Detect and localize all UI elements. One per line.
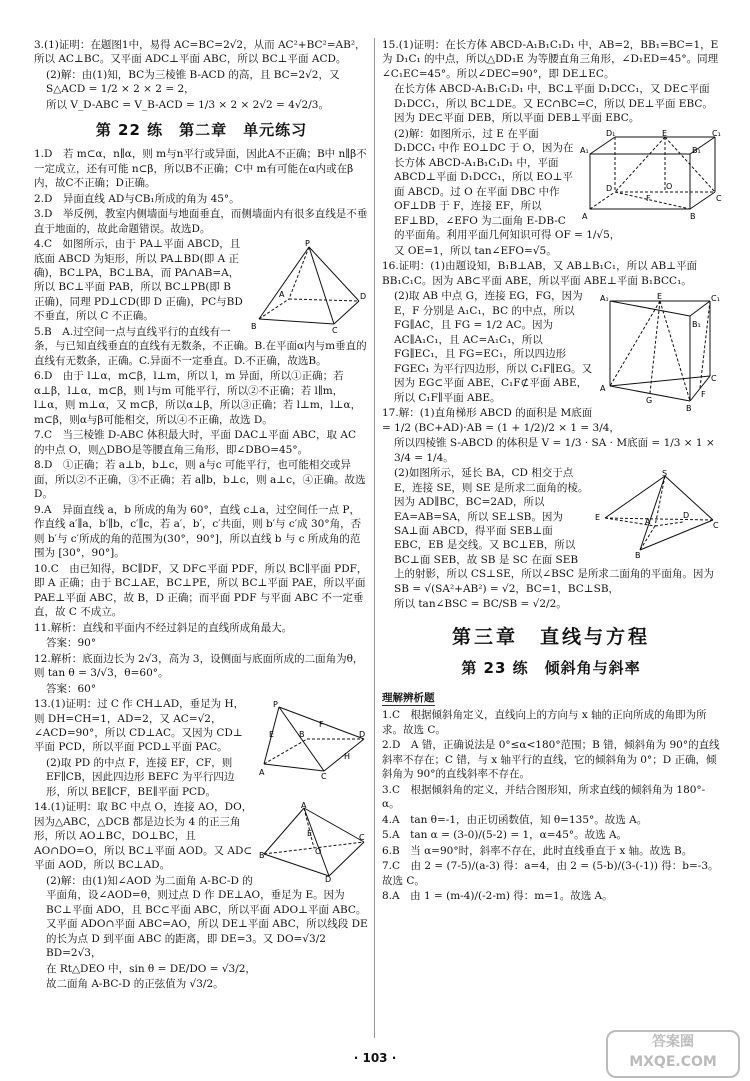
fig15-label-c1: C₁: [712, 128, 721, 138]
fig16-label-a1: A₁: [600, 294, 609, 304]
watermark-logo: 答案圈 MXQE.COM: [606, 1030, 740, 1078]
answer-15-part4: 又 OE=1，所以 tan∠EFO=√5。: [394, 244, 557, 257]
answer-14-part1: 14.(1)证明：取 BC 中点 O，连接 AO，DO，因为△ABC，△DCB 都是边长为 4 的正三角形，所以 AO⊥BC，DO⊥BC，且 AO∩DO=O，所以 BC⊥平面 AOD。又 AD⊂平面 AOD，所以 BC⊥AD。: [34, 801, 253, 872]
fig14-label-e: E: [307, 829, 313, 839]
fig13-label-a: A: [259, 768, 265, 778]
figure-cuboid-q15: [580, 129, 720, 224]
fig13-label-b: B: [299, 730, 305, 740]
figure-prism-q16: [600, 291, 720, 416]
answer-9: 9.A 异面直线 a，b 所成的角为 60°，直线 c⊥a，过空间任一点 P，作直线 a′∥a，b′∥b，c′∥c，若 a′，b′，c′共面，则 b′与 c′成 30°角，否则 b′与 c′所成的角的范围为(30°，90°]，所以直线 b 与 c 所成角的范围为 [30°，90°]。: [34, 503, 362, 560]
section-22-title: 第 22 练 第二章 单元练习: [95, 121, 308, 140]
answer-14-part3: 在 Rt△DEO 中，sin θ = DE/DO = √3/2，: [46, 962, 256, 975]
right-column: [382, 38, 720, 1038]
a3-part2: (2)解：由(1)知，BC为三棱锥 B-ACD 的高，且 BC=2√2，又 S△ACD = 1/2 × 2 × 2 = 2，: [46, 68, 340, 96]
answer-b1: 1.C 根据倾斜角定义，直线向上的方向与 x 轴的正向所成的角即为所求。故选 C。: [382, 709, 707, 736]
fig16-label-a: A: [600, 384, 606, 394]
figure-tetrahedron-q14: [259, 801, 369, 885]
answer-15-part2: 在长方体 ABCD-A₁B₁C₁D₁ 中，BC⊥平面 D₁DCC₁，又 DE⊂平面 D₁DCC₁，所以 BC⊥DE。又 EC∩BC=C，所以 DE⊥平面 EBC。因为 DE⊂平面 DEB，所以平面 DEB⊥平面 EBC。: [394, 83, 713, 125]
fig17-label-d: D: [683, 511, 690, 521]
answer-b2: 2.D A 错，正确说法是 0°≤α<180°范围；B 错，倾斜角为 90°的直线斜率不存在；C 错，与 x 轴平行的直线，它的倾斜角为 0°；D 正确，倾斜角为 90°的直线斜率不存在。: [382, 739, 720, 781]
answer-14-part4: 故二面角 A-BC-D 的正弦值为 √3/2。: [46, 978, 224, 991]
fig13-label-e: E: [269, 730, 275, 740]
answer-4: 4.C 如图所示，由于 PA⊥平面 ABCD，且底面 ABCD 为矩形，所以 PA⊥BD(即 A 正确)，BC⊥PA，BC⊥BA，而 PA∩AB=A，所以 BC⊥平面 PAB，所以 BC⊥PB(即 B 正确)，同理 PD⊥CD(即 D 正确)，PC与BD不垂直，所以 C 不正确。: [34, 238, 243, 323]
fig13-label-d: D: [359, 730, 366, 740]
left-column: [34, 38, 369, 1038]
answer-10: 10.C 由已知得，BC∥DF，又 DF⊂平面 PDF，所以 BC∥平面 PDF，即 A 正确；由于 BC⊥AE，BC⊥PE，所以 BC⊥平面 PAE，所以平面 PAE⊥平面 ABC，故 B，D 正确；而平面 PDF 与平面 ABC 不一定垂直，故 C 不成立。: [34, 562, 368, 619]
fig15-label-f: F: [646, 193, 651, 203]
a3-part1: 3.(1)证明：在题图1中，易得 AC=BC=2√2，从而 AC²+BC²=AB²，所以 AC⊥BC。又平面 ADC⊥平面 ABC，所以 BC⊥平面 ACD。: [34, 39, 366, 66]
fig16-label-b: B: [686, 404, 692, 414]
answer-b6: 6.B 当 α=90°时，斜率不存在，此时直线垂直于 x 轴。故选 B。: [382, 844, 693, 857]
answer-12-result: 答案：60°: [46, 682, 97, 695]
answer-b4: 4.A tan θ=-1，由正切函数值，知 θ=135°。故选 A。: [382, 813, 648, 826]
fig14-label-o: O: [315, 847, 322, 857]
answer-17-part2: 所以四棱锥 S-ABCD 的体积是 V = 1/3 · SA · M底面 = 1/3 × 1 × 3/4 = 1/4。: [394, 437, 715, 464]
fig15-label-b1: B₁: [692, 145, 701, 155]
figure-pyramid-q17: [595, 468, 720, 561]
answer-b8: 8.A 由 1 = (m-4)/(-2-m) 得：m=1。故选 A。: [382, 890, 613, 903]
fig16-label-b1: B₁: [692, 320, 701, 330]
fig16-label-g: G: [646, 396, 653, 406]
fig15-label-d1: D₁: [606, 128, 616, 138]
fig15-label-d: D: [606, 183, 613, 193]
fig4-label-a: A: [279, 290, 285, 300]
answer-b7: 7.C 由 2 = (7-5)/(a-3) 得：a=4，由 2 = (5-b)/(3-(-1)) 得：b=-3。故选 C。: [382, 860, 719, 887]
fig14-label-d: D: [325, 875, 332, 885]
fig14-label-b: B: [259, 851, 265, 861]
answer-8: 8.D ①正确；若 a⊥b，b⊥c，则 a与c 可能平行，也可能相交或异面，所以②不正确，③不正确；若 a∥b，b⊥c，则 a⊥c，④正确。故选D。: [34, 459, 366, 501]
answer-17-part4: 所以 tan∠BSC = BC/SB = √2/2。: [394, 598, 567, 611]
answer-15-part1: 15.(1)证明：在长方体 ABCD-A₁B₁C₁D₁ 中，AB=2，BB₁=BC=1，E 为 D₁C₁ 的中点，所以△DD₁E 为等腰直角三角形，∠D₁ED=45°。同理∠C₁EC=45°。所以∠DEC=90°，即 DE⊥EC。: [382, 39, 719, 80]
fig15-label-c: C: [716, 193, 722, 203]
fig15-label-a: A: [582, 211, 588, 221]
fig17-label-e: E: [595, 513, 601, 523]
fig4-label-d: D: [360, 292, 367, 302]
answer-13-part2: (2)取 PD 的中点 F，连接 EF，CF，则 EF∥CB，因此四边形 BEFC 为平行四边形，所以 BE∥CF，BE∥平面 PCD。: [46, 756, 235, 798]
answer-b5: 5.A tan α = (3-0)/(5-2) = 1，α=45°。故选 A。: [382, 829, 628, 842]
fig4-label-b: B: [251, 322, 257, 332]
fig16-label-c: C: [711, 374, 717, 384]
answer-13-part1: 13.(1)证明：过 C 作 CH⊥AD，垂足为 H，则 DH=CH=1，AD=2，又 AC=√2，∠ACD=90°，所以 CD⊥AC。又因为 CD⊥平面 PCD，所以平面 PCD⊥平面 PAC。: [34, 698, 245, 754]
fig13-label-p: P: [273, 700, 278, 710]
fig17-label-c: C: [713, 521, 719, 531]
answer-16-part1: 16.证明：(1)由题设知，B₁B⊥AB，又 AB⊥B₁C₁，所以 AB⊥平面 BB₁C₁C。因为 AB⊂平面 ABE，所以平面 ABE⊥平面 B₁BCC₁。: [382, 260, 698, 287]
answer-16-part2: (2)取 AB 中点 G，连接 EG，FG，因为 E，F 分别是 A₁C₁，BC 的中点，所以 FG∥AC，且 FG = 1/2 AC。因为 AC∥A₁C₁，且 AC=A₁C₁，所以 FG∥EC₁，且 FG=EC₁，所以四边形 FGEC₁ 为平行四边形，所以 C₁F∥EG。又因为 EG⊂平面 ABE，C₁F⊄平面 ABE，所以 C₁F∥平面 ABE。: [394, 290, 593, 404]
answer-5: 5.B A.过空间一点与直线平行的直线有一条，与已知直线垂直的直线有无数条，不正确。B.在平面α内与m垂直的直线有无数条，正确。C.异面不一定垂直。D.不正确，故选B。: [34, 325, 367, 367]
fig16-label-f: F: [701, 390, 706, 400]
section-23-title: 第 23 练 倾斜角与斜率: [461, 659, 641, 678]
figure-pyramid-q13: [259, 699, 369, 782]
answer-17-part1: 17.解：(1)直角梯形 ABCD 的面积是 M底面 = 1/2 (BC+AD)·AB = (1 + 1/2)/2 × 1 = 3/4，: [382, 407, 620, 434]
answer-3: 3.D 举反例，教室内侧墙面与地面垂直，而侧墙面内有很多直线是不垂直于地面的，故此命题错误。故选D。: [34, 208, 368, 235]
answer-14-part2: (2)解：由(1)知∠AOD 为二面角 A-BC-D 的平面角，设∠AOD=θ，则过点 D 作 DE⊥AO，垂足为 E。因为 BC⊥平面 ADO，且 BC⊂平面 ABC，所以平面 ADO⊥平面 ABC。又平面 ADO∩平面 ABC=AO，所以 DE⊥平面 ABC，所以线段 DE 的长为点 D 到平面 ABC 的距离，即 DE=3。又 DO=√3/2 BD=2√3，: [46, 874, 368, 960]
fig4-label-p: P: [305, 239, 310, 249]
answer-7: 7.C 当三棱锥 D-ABC 体积最大时，平面 DAC⊥平面 ABC，取 AC 的中点 O，则△DBO是等腰直角三角形，即∠DBO=45°。: [34, 429, 356, 456]
answer-12: 12.解析：底面边长为 2√3，高为 3，设侧面与底面所成的二面角为θ，则 tan θ = 3/√3，θ=60°。: [34, 652, 364, 680]
a3-part3: 所以 V_D-ABC = V_B-ACD = 1/3 × 2 × 2√2 = 4√2/3。: [46, 98, 329, 111]
answer-11-result: 答案：90°: [46, 637, 97, 650]
fig15-label-e: E: [662, 128, 668, 138]
fig14-label-a: A: [301, 801, 307, 811]
fig13-label-f: F: [319, 720, 324, 730]
fig16-label-e: E: [657, 292, 663, 302]
answer-17-part3: (2)如图所示，延长 BA，CD 相交于点 E，连接 SE，则 SE 是所求二面角的棱。因为 AD∥BC，BC=2AD，所以 EA=AB=SA，所以 SE⊥SB。因为 SA⊥面 ABCD，得平面 SEB⊥面 EBC，EB 是交线。又 BC⊥EB，所以 BC⊥面 SEB，故 SB 是 SC 在面 SEB 上的射影，所以 CS⊥SE，所以∠BSC 是所求二面角的平面角。因为 SB = √(SA²+AB²) = √2，BC=1，BC⊥SB，: [394, 467, 714, 595]
subsection-heading: 理解辨析题: [382, 691, 435, 706]
fig17-label-a: A: [645, 517, 651, 527]
answer-2: 2.D 异面直线 AD与CB₁所成的角为 45°。: [34, 192, 240, 205]
figure-pyramid-pabcd: [249, 239, 369, 334]
answer-11: 11.解析：直线和平面内不经过斜足的直线所成角最大。: [34, 621, 293, 634]
fig15-label-a1: A₁: [580, 145, 589, 155]
fig14-label-c: C: [359, 833, 365, 843]
fig16-label-c1: C₁: [711, 294, 720, 304]
fig13-label-c: C: [321, 772, 327, 782]
answer-15-part3: (2)解：如图所示，过 E 在平面 D₁DCC₁ 中作 EO⊥DC 于 O，因为在长方体 ABCD-A₁B₁C₁D₁ 中，平面 ABCD⊥平面 D₁DCC₁，所以 EO⊥平面 ABCD。过 O 在平面 DBC 中作 OF⊥DB 于 F，连接 EF，所以 EF⊥BD，∠EFO 为二面角 E-DB-C 的平面角。利用平面几何知识可得 OF = 1/√5，: [394, 127, 621, 242]
answer-b3: 3.C 根据倾斜角的定义，并结合图形知，所求直线的倾斜角为 180°-α。: [382, 783, 706, 811]
answer-6: 6.D 由于 l⊥α，m⊂β，l⊥m，所以 l，m 异面，所以①正确；若α⊥β，l⊥α，m⊂β，则 l与m 可能平行，所以②不正确；若 l∥m，l⊥α，则 m⊥α，又 m⊂β，所以α⊥β，所以③正确；若 l⊥m，l⊥α，m⊂β，则α与β可能相交，所以④不正确，故选 D。: [34, 370, 362, 426]
fig4-label-c: C: [332, 326, 338, 336]
fig17-label-s: S: [662, 469, 668, 479]
fig15-label-o: O: [666, 181, 673, 191]
fig15-label-b: B: [690, 211, 696, 221]
answer-1: 1.D 若 m⊂α，n∥α，则 m与n平行或异面，因此A不正确；B中 n∥β不一定成立，还有可能 n⊂β，所以B不正确；C中 m有可能在α内或在β内，故C不正确；D正确。: [34, 148, 367, 190]
page-number: · 103 ·: [353, 1051, 397, 1065]
fig17-label-b: B: [635, 551, 641, 561]
column-divider: [374, 38, 375, 1038]
fig13-label-h: H: [344, 752, 351, 762]
chapter-3-title: 第三章 直线与方程: [451, 625, 650, 648]
